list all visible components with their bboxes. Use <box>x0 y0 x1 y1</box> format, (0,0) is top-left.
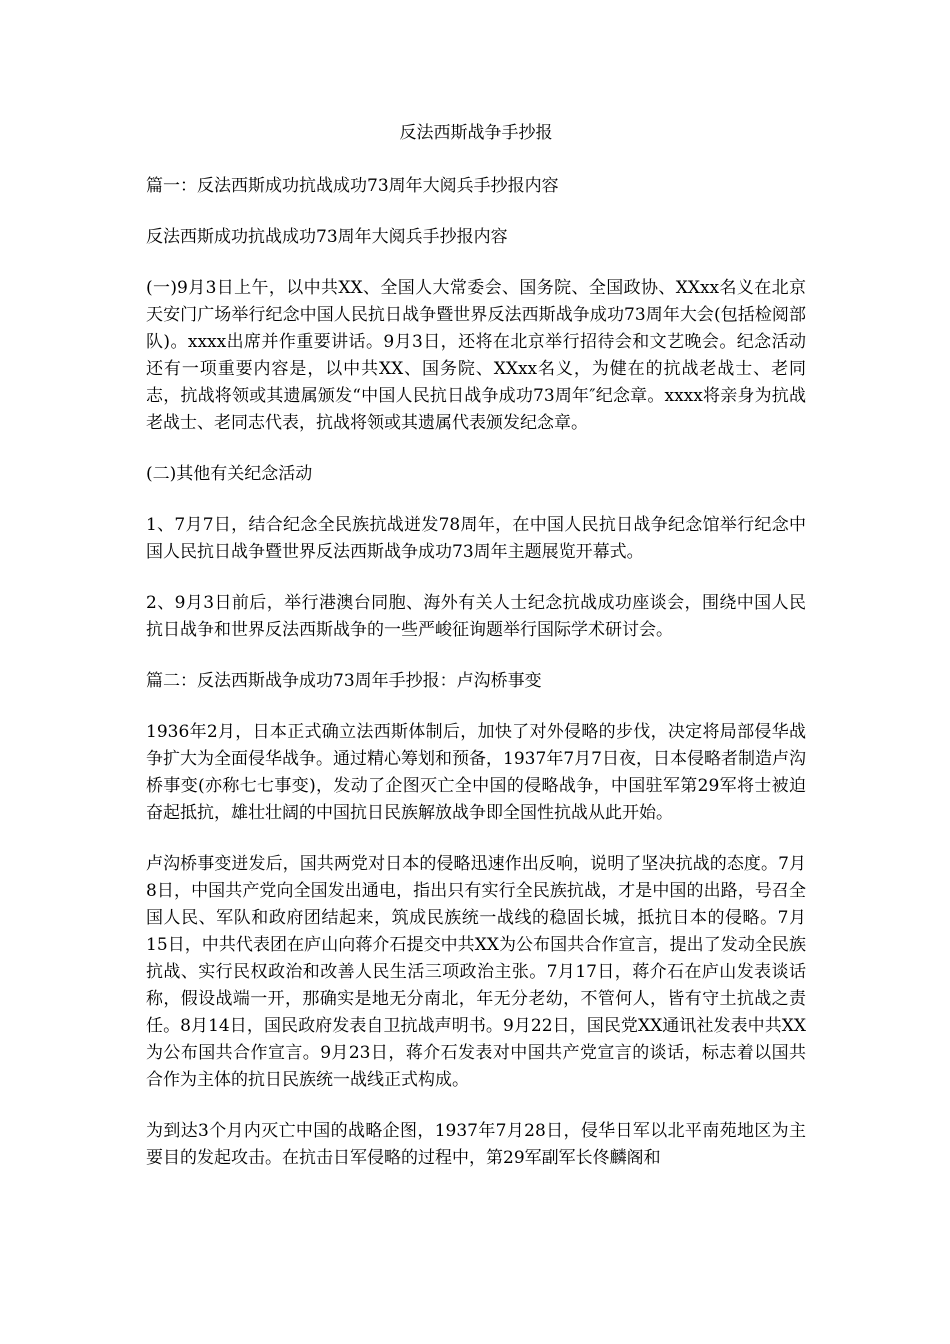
section1-subtitle: 反法西斯成功抗战成功73周年大阅兵手抄报内容 <box>146 227 508 247</box>
paragraph-nanyuan-attack: 为到达3个月内灭亡中国的战略企图，1937年7月28日，侵华日军以北平南苑地区为主要目的发起攻击。在抗击日军侵略的过程中，第29军副军长佟麟阁和 <box>146 1121 806 1168</box>
paragraph-commemoration-event: (一)9月3日上午，以中共XX、全国人大常委会、国务院、全国政协、XXxx名义在北京天安门广场举行纪念中国人民抗日战争暨世界反法西斯战争成功73周年大会(包括检阅部队)。xxxx出席并作重要讲话。9月3日，还将在北京举行招待会和文艺晚会。纪念活动还有一项重要内容是，以中共XX、国务院、XXxx名义，为健在的抗战老战士、老同志，抗战将领或其遗属颁发“中国人民抗日战争成功73周年″纪念章。xxxx将亲身为抗战老战士、老同志代表，抗战将领或其遗属代表颁发纪念章。 <box>146 278 806 433</box>
document-page <box>146 120 806 1196</box>
paragraph-lugou-bridge-incident: 1936年2月，日本正式确立法西斯体制后，加快了对外侵略的步伐，决定将局部侵华战争扩大为全面侵华战争。通过精心筹划和预备，1937年7月7日夜，日本侵略者制造卢沟桥事变(亦称七七事变)，发动了企图灭亡全中国的侵略战争，中国驻军第29军将士被迫奋起抵抗，雄壮壮阔的中国抗日民族解放战争即全国性抗战从此开始。 <box>146 722 806 823</box>
paragraph-kmt-cpc-response: 卢沟桥事变迸发后，国共两党对日本的侵略迅速作出反响，说明了坚决抗战的态度。7月8日，中国共产党向全国发出通电，指出只有实行全民族抗战，才是中国的出路，号召全国人民、军队和政府团结起来，筑成民族统一战线的稳固长城，抵抗日本的侵略。7月15日，中共代表团在庐山向蒋介石提交中共XX为公布国共合作宣言，提出了发动全民族抗战、实行民权政治和改善人民生活三项政治主张。7月17日，蒋介石在庐山发表谈话称，假设战端一开，那确实是地无分南北，年无分老幼，不管何人，皆有守土抗战之责任。8月14日，国民政府发表自卫抗战声明书。9月22日，国民党XX通讯社发表中共XX为公布国共合作宣言。9月23日，蒋介石发表对中国共产党宣言的谈话，标志着以国共合作为主体的抗日民族统一战线正式构成。 <box>146 854 806 1090</box>
paragraph-activity-1: 1、7月7日，结合纪念全民族抗战迸发78周年，在中国人民抗日战争纪念馆举行纪念中国人民抗日战争暨世界反法西斯战争成功73周年主题展览开幕式。 <box>146 515 806 562</box>
section1-heading: 篇一：反法西斯成功抗战成功73周年大阅兵手抄报内容 <box>146 176 559 196</box>
section2-heading: 篇二：反法西斯战争成功73周年手抄报：卢沟桥事变 <box>146 671 542 691</box>
document-title: 反法西斯战争手抄报 <box>399 123 553 143</box>
paragraph-other-activities-heading: (二)其他有关纪念活动 <box>146 464 313 484</box>
paragraph-activity-2: 2、9月3日前后，举行港澳台同胞、海外有关人士纪念抗战成功座谈会，围绕中国人民抗日战争和世界反法西斯战争的一些严峻征询题举行国际学术研讨会。 <box>146 593 806 640</box>
